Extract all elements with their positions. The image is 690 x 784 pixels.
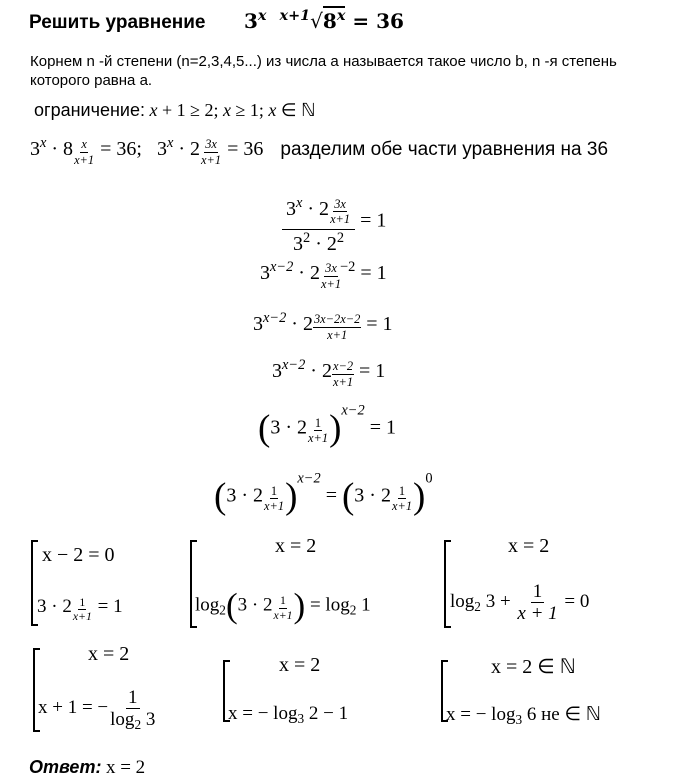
task-equation: 3$^x$ $^{x+1}$√8$^x$ = 36 [244,7,404,33]
system-1-bottom: 3 · 2 $\frac{1}{x+1}$ = 1 [37,595,123,624]
root-definition: Корнем n -й степени (n=2,3,4,5...) из числа a называется такое число b, n -я степень которого равна a. [30,53,617,89]
system-6-bracket [441,660,443,722]
step-5: $3^{x-2} \cdot 2$ $\frac{x-2}{x+1}$ = 1 [272,357,386,389]
step-7: (3 · 2 $\frac{1}{x+1}$ )$^{x-2}$ = (3 · 2 $\frac{1}{x+1}$ )$^0$ [214,470,433,517]
system-2-top: x = 2 [275,535,317,557]
system-4-bottom: x + 1 = − $\frac{1}{\log_2 3}$ [38,687,156,732]
system-4-top: x = 2 [88,643,130,665]
step-1-comment: разделим обе части уравнения на 36 [280,139,609,160]
system-1-bracket [31,540,33,626]
system-1-top: x − 2 = 0 [42,544,115,566]
system-6-top: x = 2 ∈ ℕ [491,656,576,678]
step-3: $3^{x-2} \cdot 2$ $\frac{3x}{x+1}$ $^{-2}$ = 1 [260,259,387,291]
system-5-bottom: x = − $\log_3 2 - 1$ [228,703,349,726]
step-1: $3^x \cdot 8$ $\frac{x}{x+1}$ = 36; $3^x \cdot 2$ $\frac{3x}{x+1}$ = 36 разделим обе части уравнения на 36 [30,135,609,167]
system-2-bottom: $\log_2(3 \cdot 2$ $\frac{1}{x+1}$ ) = $\log_2 1$ [195,586,371,625]
answer-line: Ответ: x = 2 [29,757,146,778]
system-5-bracket [223,660,225,722]
system-3-top: x = 2 [508,535,550,557]
step-2: $3^x \cdot 2$ $\frac{3x}{x+1}$ $3^2 \cdot 2^2$ = 1 [282,190,386,254]
system-2-bracket [190,540,192,628]
system-6-bottom: x = − $\log_3 6$ не ∈ ℕ [446,704,601,727]
restriction-line: ограничение: x + 1 ≥ 2; x ≥ 1; x ∈ ℕ [34,100,316,120]
step-4: $3^{x-2} \cdot 2$ $\frac{3x-2x-2}{x+1}$ = 1 [253,310,393,342]
task-title: Решить уравнение [29,12,206,33]
system-3-bracket [444,540,446,628]
system-4-bracket [33,648,35,732]
system-5-top: x = 2 [279,654,321,676]
system-3-bottom: $\log_2 3$ + $\frac{1}{x + 1}$ = 0 [450,581,590,624]
step-6: (3 · 2 $\frac{1}{x+1}$ )$^{x-2}$ = 1 [258,402,396,449]
